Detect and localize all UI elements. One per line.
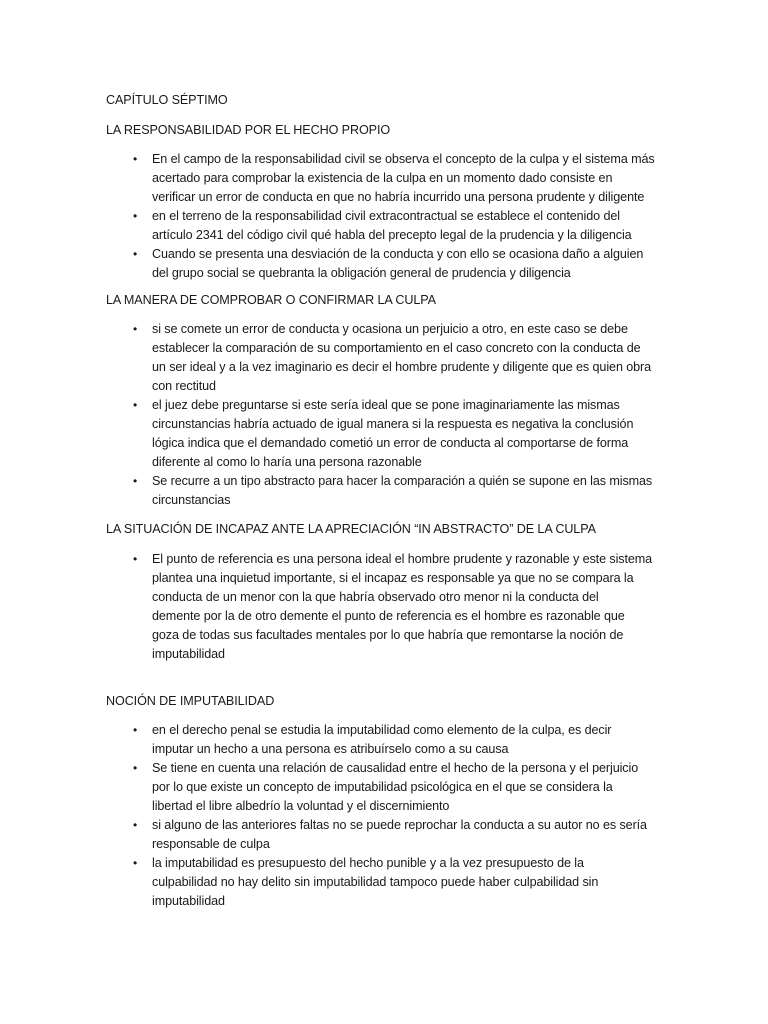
list-item-line: imputabilidad	[152, 894, 225, 908]
list-item-line: culpabilidad no hay delito sin imputabilidad tampoco puede haber culpabilidad sin	[152, 875, 599, 889]
list-item-line: Se tiene en cuenta una relación de causalidad entre el hecho de la persona y el perjuicio	[152, 761, 639, 775]
list-item-line: lógica indica que el demandado cometió un error de conducta al comportarse de forma	[152, 436, 629, 450]
list-item-line: demente por la de otro demente el punto de referencia es el hombre es razonable que	[152, 609, 625, 623]
list-item-line: goza de todas sus facultades mentales por lo que habría que remontarse la noción de	[152, 628, 624, 642]
list-item-line: En el campo de la responsabilidad civil se observa el concepto de la culpa y el sistema más	[152, 152, 655, 166]
bullet-marker: •	[132, 247, 138, 261]
list-item-line: libertad el libre albedrío la voluntad y el discernimiento	[152, 799, 450, 813]
list-item-line: acertado para comprobar la existencia de la culpa en un momento dado consiste en	[152, 171, 613, 185]
bullet-list-incapaz	[0, 550, 768, 664]
list-item-line: circunstancias	[152, 493, 231, 507]
bullet-marker: •	[132, 398, 138, 412]
bullet-marker: •	[132, 209, 138, 223]
list-item-line: imputabilidad	[152, 647, 225, 661]
list-item	[0, 550, 664, 664]
list-item-line: con rectitud	[152, 379, 216, 393]
bullet-list-responsabilidad	[0, 150, 768, 283]
list-item-line: la imputabilidad es presupuesto del hecho punible y a la vez presupuesto de la	[152, 856, 584, 870]
list-item	[0, 150, 664, 207]
bullet-marker: •	[132, 552, 138, 566]
list-item	[0, 472, 664, 510]
bullet-marker: •	[132, 152, 138, 166]
list-item-line: circunstancias habría actuado de igual manera si la respuesta es negativa la conclusión	[152, 417, 634, 431]
list-item-line: establecer la comparación de su comportamiento en el caso concreto con la conducta de	[152, 341, 641, 355]
section-heading-incapaz: LA SITUACIÓN DE INCAPAZ ANTE LA APRECIACIÓN “IN ABSTRACTO” DE LA CULPA	[106, 522, 596, 536]
list-item-line: diferente al como lo haría una persona razonable	[152, 455, 422, 469]
bullet-marker: •	[132, 761, 138, 775]
list-item-line: un ser ideal y a la vez imaginario es decir el hombre prudente y diligente que es quien obra	[152, 360, 652, 374]
list-item-line: si alguno de las anteriores faltas no se puede reprochar la conducta a su autor no es sería	[152, 818, 647, 832]
list-item-line: El punto de referencia es una persona ideal el hombre prudente y razonable y este sistema	[152, 552, 653, 566]
bullet-marker: •	[132, 856, 138, 870]
section-heading-imputabilidad: NOCIÓN DE IMPUTABILIDAD	[106, 694, 275, 708]
list-item-line: en el derecho penal se estudia la imputabilidad como elemento de la culpa, es decir	[152, 723, 612, 737]
list-item-line: si se comete un error de conducta y ocasiona un perjuicio a otro, en este caso se debe	[152, 322, 628, 336]
list-item-line: por lo que existe un concepto de imputabilidad psicológica en el que se considera la	[152, 780, 613, 794]
list-item	[0, 207, 664, 245]
bullet-marker: •	[132, 474, 138, 488]
list-item-line: responsable de culpa	[152, 837, 270, 851]
list-item-line: imputar un hecho a una persona es atribuírselo como a su causa	[152, 742, 509, 756]
bullet-list-imputabilidad	[0, 721, 768, 911]
list-item	[0, 320, 664, 396]
list-item-line: el juez debe preguntarse si este sería ideal que se pone imaginariamente las mismas	[152, 398, 620, 412]
bullet-marker: •	[132, 723, 138, 737]
list-item-line: Cuando se presenta una desviación de la conducta y con ello se ocasiona daño a alguien	[152, 247, 644, 261]
section-heading-comprobar-culpa: LA MANERA DE COMPROBAR O CONFIRMAR LA CULPA	[106, 293, 436, 307]
list-item	[0, 759, 664, 816]
list-item	[0, 816, 664, 854]
list-item-line: en el terreno de la responsabilidad civil extracontractual se establece el contenido del	[152, 209, 620, 223]
list-item-line: conducta de un menor con la que habría observado otro menor ni la conducta del	[152, 590, 599, 604]
list-item-line: plantea una inquietud importante, si el incapaz es responsable ya que no se compara la	[152, 571, 634, 585]
bullet-list-comprobar-culpa	[0, 320, 768, 510]
list-item	[0, 854, 664, 911]
bullet-marker: •	[132, 818, 138, 832]
list-item-line: Se recurre a un tipo abstracto para hacer la comparación a quién se supone en las mismas	[152, 474, 653, 488]
list-item-line: artículo 2341 del código civil qué habla del precepto legal de la prudencia y la diligencia	[152, 228, 632, 242]
bullet-marker: •	[132, 322, 138, 336]
list-item	[0, 245, 664, 283]
list-item	[0, 721, 664, 759]
list-item-line: verificar un error de conducta en que no habría incurrido una persona prudente y diligente	[152, 190, 645, 204]
list-item-line: del grupo social se quebranta la obligación general de prudencia y diligencia	[152, 266, 571, 280]
section-heading-responsabilidad: LA RESPONSABILIDAD POR EL HECHO PROPIO	[106, 123, 391, 137]
list-item	[0, 396, 664, 472]
chapter-title: CAPÍTULO SÉPTIMO	[106, 93, 228, 107]
